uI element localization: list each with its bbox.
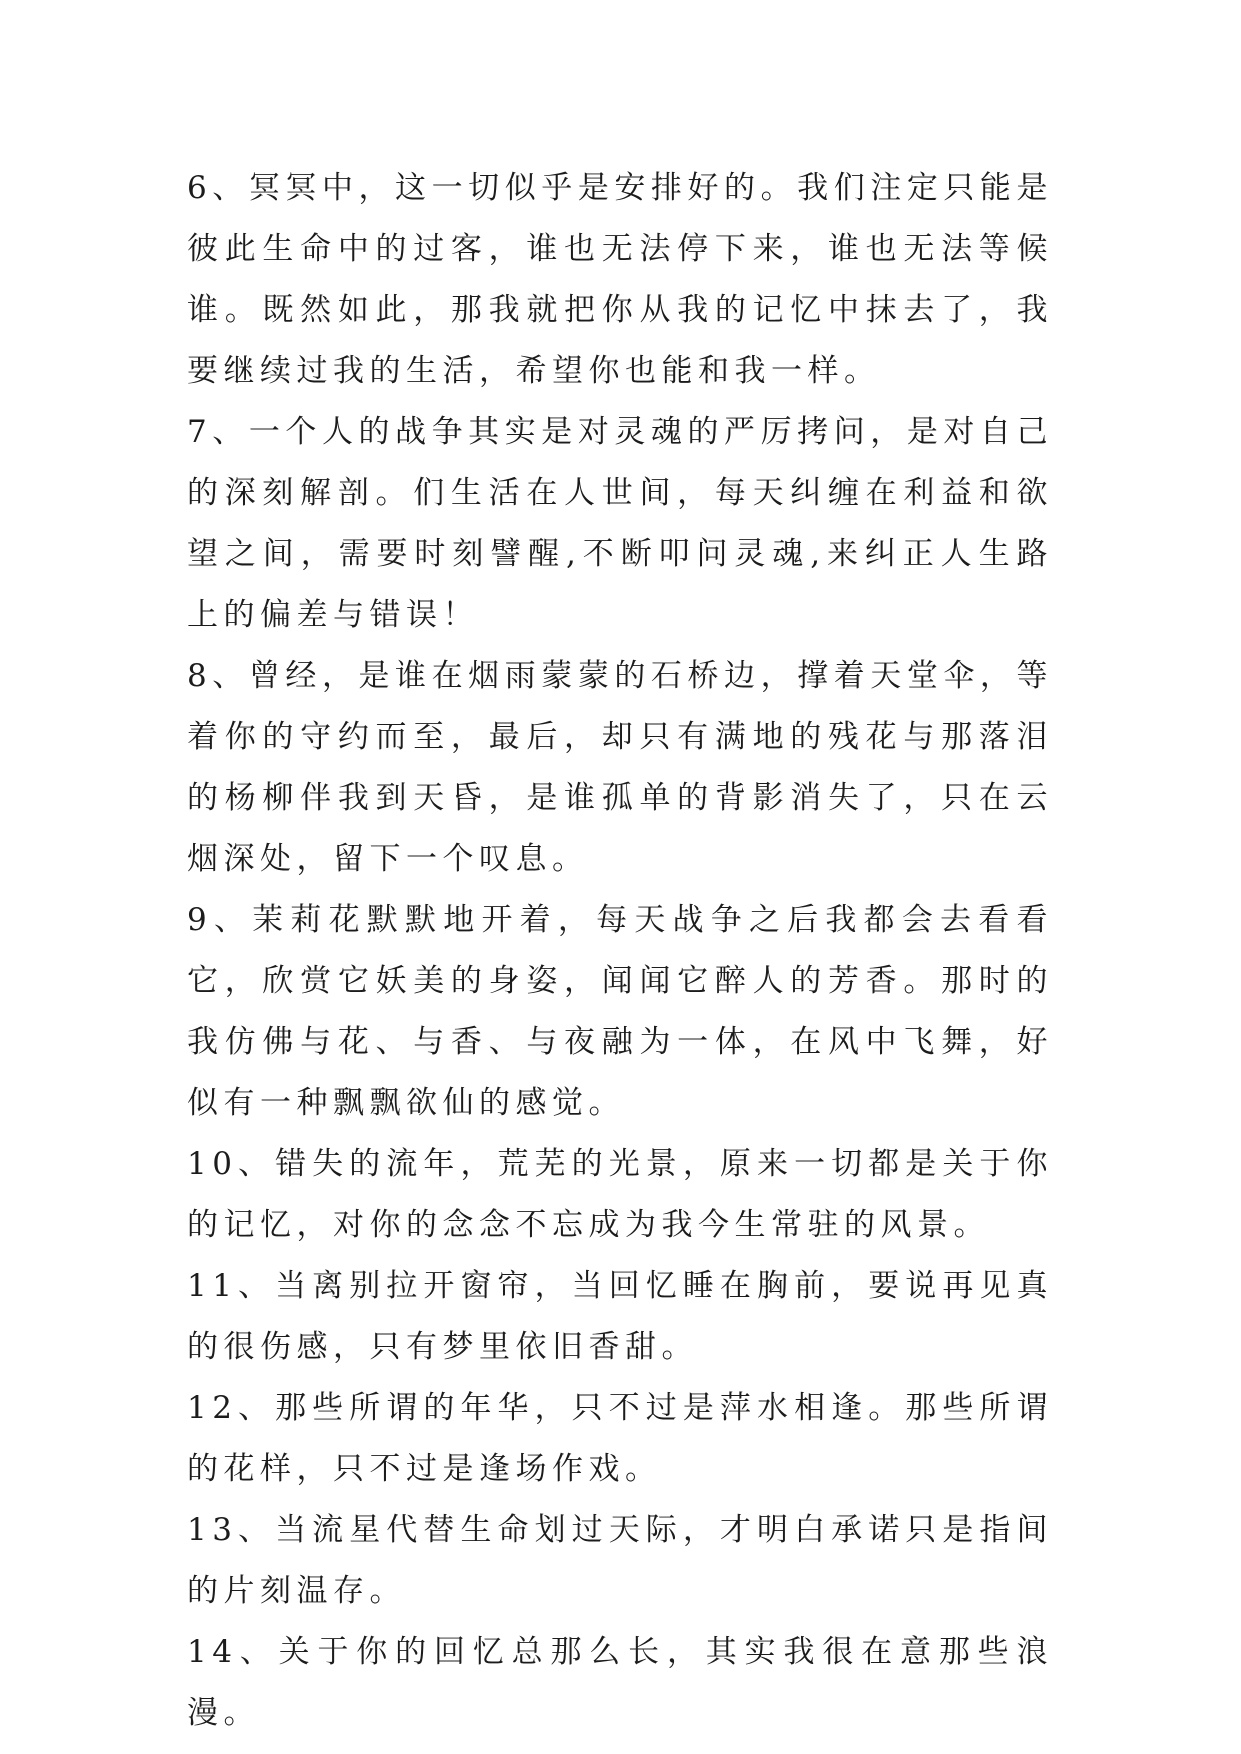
paragraph-8: 8、曾经，是谁在烟雨蒙蒙的石桥边，撑着天堂伞，等着你的守约而至，最后，却只有满地的残花与那落泪的杨柳伴我到天昏，是谁孤单的背影消失了，只在云烟深处，留下一个叹息。 (187, 658, 1053, 877)
paragraph-12: 12、那些所谓的年华，只不过是萍水相逢。那些所谓的花样，只不过是逢场作戏。 (187, 1390, 1053, 1487)
paragraph-14: 14、关于你的回忆总那么长，其实我很在意那些浪漫。 (187, 1634, 1053, 1731)
paragraph-9: 9、茉莉花默默地开着，每天战争之后我都会去看看它，欣赏它妖美的身姿，闻闻它醉人的芳香。那时的我仿佛与花、与香、与夜融为一体，在风中飞舞，好似有一种飘飘欲仙的感觉。 (187, 902, 1053, 1121)
paragraph-6: 6、冥冥中，这一切似乎是安排好的。我们注定只能是彼此生命中的过客，谁也无法停下来，谁也无法等候谁。既然如此，那我就把你从我的记忆中抹去了，我要继续过我的生活，希望你也能和我一样。 (187, 170, 1053, 389)
paragraph-11: 11、当离别拉开窗帘，当回忆睡在胸前，要说再见真的很伤感，只有梦里依旧香甜。 (187, 1268, 1053, 1365)
paragraph-10: 10、错失的流年，荒芜的光景，原来一切都是关于你的记忆，对你的念念不忘成为我今生常驻的风景。 (187, 1146, 1053, 1243)
paragraph-13: 13、当流星代替生命划过天际，才明白承诺只是指间的片刻温存。 (187, 1512, 1053, 1609)
paragraph-7: 7、一个人的战争其实是对灵魂的严厉拷问，是对自己的深刻解剖。们生活在人世间，每天纠缠在利益和欲望之间，需要时刻譬醒,不断叩问灵魂,来纠正人生路上的偏差与错误！ (187, 414, 1053, 633)
document-body (187, 158, 1053, 1744)
